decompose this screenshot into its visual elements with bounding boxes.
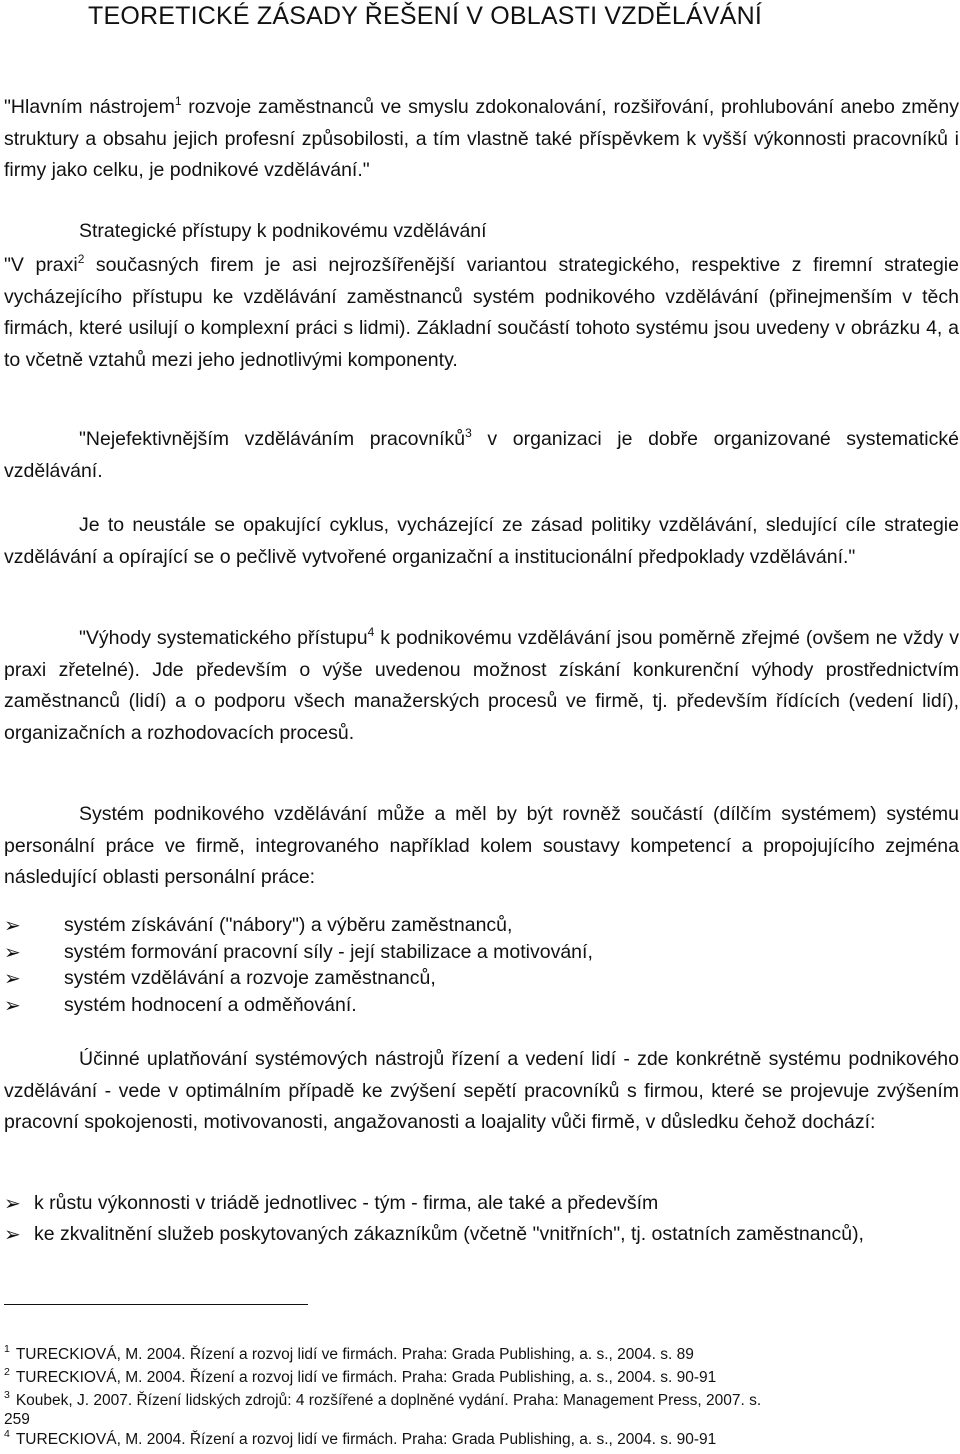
personnel-areas-list (4, 912, 959, 1018)
arrow-bullet-icon: ➢ (4, 966, 21, 990)
effective-text-a: "Nejefektivnějším vzděláváním pracovníků (79, 428, 466, 450)
footnote-ref-1: 1 (174, 94, 182, 108)
list-item: ➢ k růstu výkonnosti v triádě jednotlivec - tým - firma, ale také a především (4, 1188, 959, 1219)
arrow-bullet-icon: ➢ (4, 992, 21, 1017)
list-item: ➢ systém hodnocení a odměňování. (4, 992, 357, 1017)
footnote-3-continued: 259 (4, 1411, 30, 1428)
page-title: TEORETICKÉ ZÁSADY ŘEŠENÍ V OBLASTI VZDĚLÁVÁNÍ (88, 2, 762, 30)
footnote-1: $^1$ TURECKIOVÁ, M. 2004. Řízení a rozvoj lidí ve firmách. Praha: Grada Publishing, a. s., 2004. s. 89 (4, 1343, 694, 1363)
effective-training-paragraph (4, 424, 959, 487)
footnote-4: $^4$ TURECKIOVÁ, M. 2004. Řízení a rozvoj lidí ve firmách. Praha: Grada Publishing, a. s., 2004. s. 90-91 (4, 1428, 717, 1448)
strategy-text-b: současných firem je asi nejrozšířenější variantou strategického, respektive z firemní strategie vycházejícího přístupu ke vzdělávání zaměstnanců systém podnikového vzdělávání (přinejmenším v těch firmách, které usilují o komplexní práci s lidmi). Základní součástí tohoto systému jsou uvedeny v obrázku 4, a to včetně vztahů mezi jeho jednotlivými komponenty. (4, 254, 959, 371)
personnel-system-paragraph: Systém podnikového vzdělávání může a měl by být rovněž součástí (dílčím systémem) systému personální práce ve firmě, integrovaného například kolem soustavy kompetencí a propojujícího zejména následující oblasti personální práce: (4, 803, 959, 888)
strategy-paragraph (4, 250, 959, 376)
list-item: ➢ systém formování pracovní síly - její stabilizace a motivování, (4, 939, 593, 964)
advantages-text-b: k podnikovému vzdělávání jsou poměrně zřejmé (ovšem ne vždy v praxi zřetelné). Jde především o výše uvedenou možnost získání konkurenční výhody prostřednictvím zaměstnanců (lidí) a o podporu všech manažerských procesů ve firmě, tj. především řídících (vedení lidí), organizačních a rozhodovacích procesů. (4, 627, 959, 744)
arrow-bullet-icon: ➢ (4, 1191, 21, 1215)
footnote-3: $^3$ Koubek, J. 2007. Řízení lidských zdrojů: 4 rozšířené a doplněné vydání. Praha: Management Press, 2007. s. (4, 1389, 762, 1409)
intro-text-a: "Hlavním nástrojem (4, 96, 175, 118)
arrow-bullet-icon: ➢ (4, 913, 21, 937)
section-subheading: Strategické přístupy k podnikovému vzdělávání (79, 220, 487, 242)
footnote-ref-3: 3 (465, 426, 472, 440)
effects-list (4, 1188, 959, 1250)
arrow-bullet-icon: ➢ (4, 1222, 21, 1246)
advantages-text-a: "Výhody systematického přístupu (79, 627, 368, 649)
footnote-2: $^2$ TURECKIOVÁ, M. 2004. Řízení a rozvoj lidí ve firmách. Praha: Grada Publishing, a. s., 2004. s. 90-91 (4, 1366, 717, 1386)
effects-paragraph: Účinné uplatňování systémových nástrojů řízení a vedení lidí - zde konkrétně systému podnikového vzdělávání - vede v optimálním případě ke zvýšení sepětí pracovníků s firmou, které se projevuje zvýšením pracovní spokojenosti, motivovanosti, angažovanosti a loajality vůči firmě, v důsledku čehož dochází: (4, 1048, 959, 1133)
advantages-paragraph (4, 623, 959, 749)
footnote-ref-2: 2 (77, 252, 85, 266)
list-item: ➢ systém vzdělávání a rozvoje zaměstnanců, (4, 966, 436, 990)
effective-text-b: v organizaci je dobře organizované systematické vzdělávání. (4, 428, 959, 482)
list-item: ➢ ke zkvalitnění služeb poskytovaných zákazníkům (včetně "vnitřních", tj. ostatních zaměstnanců), (4, 1219, 959, 1250)
list-item: ➢ systém získávání ("nábory") a výběru zaměstnanců, (4, 913, 513, 937)
arrow-bullet-icon: ➢ (4, 939, 21, 964)
cycle-paragraph: Je to neustále se opakující cyklus, vycházející ze zásad politiky vzdělávání, sledující cíle strategie vzdělávání a opírající se o pečlivě vytvořené organizační a institucionální předpoklady vzdělávání." (4, 514, 959, 568)
strategy-text-a: "V praxi (4, 254, 78, 276)
intro-paragraph (4, 92, 959, 187)
footnote-ref-4: 4 (367, 625, 375, 639)
footnote-divider (4, 1304, 308, 1305)
intro-text-b: rozvoje zaměstnanců ve smyslu zdokonalování, rozšiřování, prohlubování anebo změny struktury a obsahu jejich profesní způsobilosti, a tím vlastně také příspěvkem k vyšší výkonnosti pracovníků i firmy jako celku, je podnikové vzdělávání." (4, 96, 959, 181)
